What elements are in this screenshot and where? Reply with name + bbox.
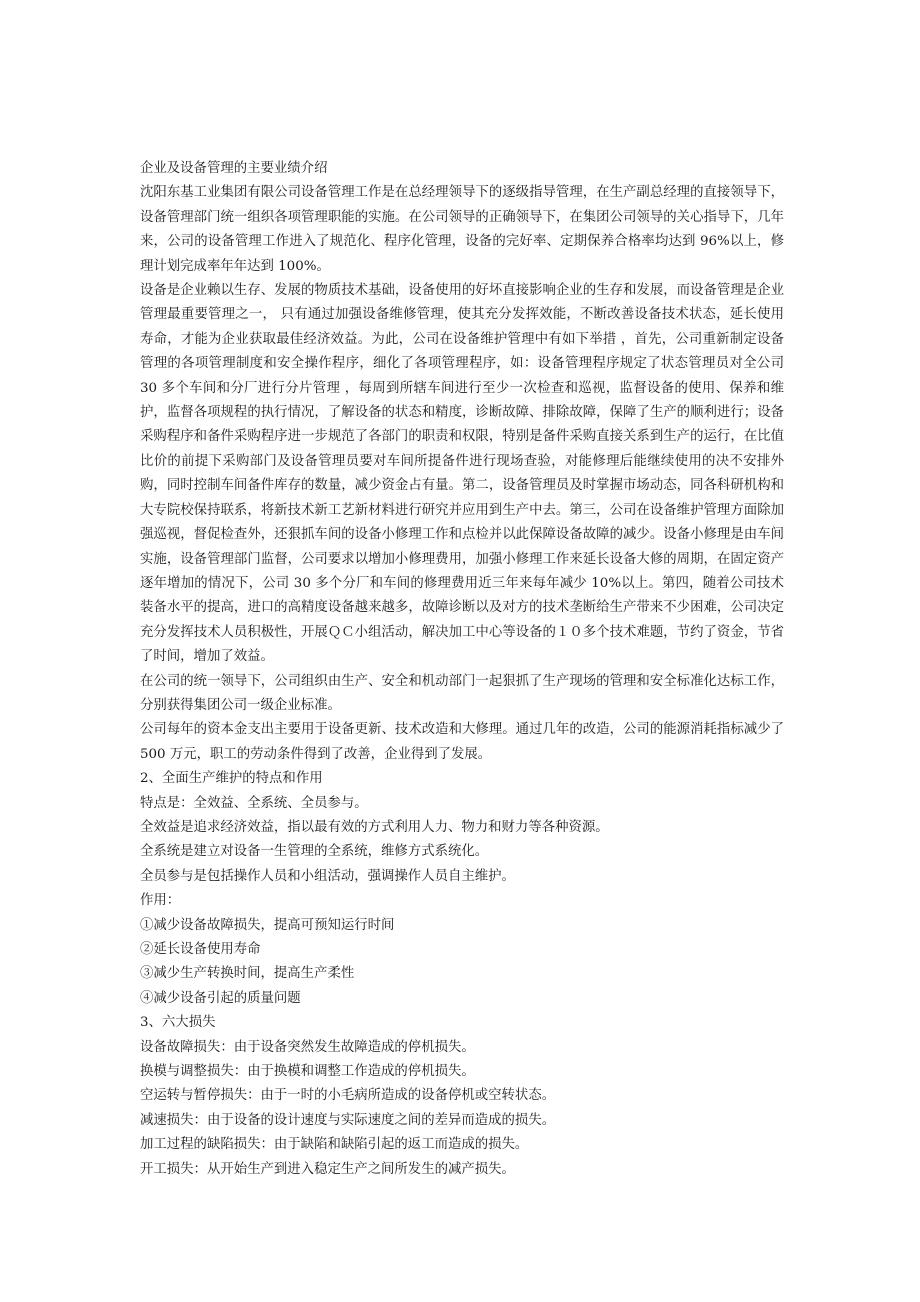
paragraph-intro: 沈阳东基工业集团有限公司设备管理工作是在总经理领导下的逐级指导管理，在生产副总经理的直接领导下，设备管理部门统一组织各项管理职能的实施。在公司领导的正确领导下，在集团公司领导的关心指导下，几年来，公司的设备管理工作进入了规范化、程序化管理，设备的完好率、定期保养合格率均达到 96%以上，修理计划完成率年年达到 100%。 <box>140 185 784 274</box>
loss-item: 开工损失：从开始生产到进入稳定生产之间所发生的减产损失。 <box>140 1161 515 1177</box>
paragraph-site-management: 在公司的统一领导下，公司组织由生产、安全和机动部门一起狠抓了生产现场的管理和安全标准化达标工作，分别获得集团公司一级企业标准。 <box>140 673 784 713</box>
tpm-feature-total-efficiency: 全效益是追求经济效益，指以最有效的方式利用人力、物力和财力等各种资源。 <box>140 819 609 835</box>
document-body <box>140 157 784 1182</box>
tpm-feature-total-participation: 全员参与是包括操作人员和小组活动，强调操作人员自主维护。 <box>140 868 515 884</box>
tpm-feature-total-system: 全系统是建立对设备一生管理的全系统，维修方式系统化。 <box>140 844 489 860</box>
tpm-role-item: ③减少生产转换时间，提高生产柔性 <box>140 966 355 982</box>
loss-item: 换模与调整损失：由于换模和调整工作造成的停机损失。 <box>140 1064 475 1080</box>
tpm-role-label: 作用： <box>140 893 181 909</box>
paragraph-capital: 公司每年的资本金支出主要用于设备更新、技术改造和大修理。通过几年的改造，公司的能源消耗指标减少了 500 万元，职工的劳动条件得到了改善，企业得到了发展。 <box>140 722 784 762</box>
section-heading-six-losses: 3、六大损失 <box>140 1015 216 1031</box>
tpm-features: 特点是：全效益、全系统、全员参与。 <box>140 795 368 811</box>
loss-item: 加工过程的缺陷损失：由于缺陷和缺陷引起的返工而造成的损失。 <box>140 1137 529 1153</box>
tpm-role-item: ④减少设备引起的质量问题 <box>140 990 301 1006</box>
loss-item: 空运转与暂停损失：由于一时的小毛病所造成的设备停机或空转状态。 <box>140 1088 556 1104</box>
section-heading-tpm: 2、全面生产维护的特点和作用 <box>140 771 323 787</box>
loss-item: 设备故障损失：由于设备突然发生故障造成的停机损失。 <box>140 1039 475 1055</box>
tpm-role-item: ①减少设备故障损失，提高可预知运行时间 <box>140 917 395 933</box>
document-title: 企业及设备管理的主要业绩介绍 <box>140 161 328 176</box>
paragraph-measures: 设备是企业赖以生存、发展的物质技术基础，设备使用的好坏直接影响企业的生存和发展，而设备管理是企业管理最重要管理之一， 只有通过加强设备维修管理，使其充分发挥效能，不断改善设备技术状态，延长使用寿命，才能为企业获取最佳经济效益。为此，公司在设备维护管理中有如下举措 ，首先，公司重新制定设备管理的各项管理制度和安全操作程序，细化了各项管理程序，如：设备管理程序规定了状态管理员对全公司 30 多个车间和分厂进行分片管理 ，每周到所辖车间进行至少一次检查和巡视，监督设备的使用、保养和维护，监督各项规程的执行情况，了解设备的状态和精度，诊断故障、排除故障，保障了生产的顺利进行；设备采购程序和备件采购程序进一步规范了各部门的职责和权限，特别是备件采购直接关系到生产的运行，在比值比价的前提下采购部门及设备管理员要对车间所提备件进行现场查验，对能修理后能继续使用的决不安排外购，同时控制车间备件库存的数量，减少资金占有量。第二，设备管理员及时掌握市场动态，同各科研机构和大专院校保持联系，将新技术新工艺新材料进行研究并应用到生产中去。第三，公司在设备维护管理方面除加强巡视，督促检查外，还狠抓车间的设备小修理工作和点检并以此保障设备故障的减少。设备小修理是由车间实施，设备管理部门监督，公司要求以增加小修理费用，加强小修理工作来延长设备大修的周期，在固定资产逐年增加的情况下，公司 30 多个分厂和车间的修理费用近三年来每年减少 10%以上。第四，随着公司技术装备水平的提高，进口的高精度设备越来越多，故障诊断以及对方的技术垄断给生产带来不少困难，公司决定充分发挥技术人员积极性，开展ＱＣ小组活动，解决加工中心等设备的１０多个技术难题，节约了资金，节省了时间，增加了效益。 <box>140 283 784 665</box>
loss-item: 减速损失：由于设备的设计速度与实际速度之间的差异而造成的损失。 <box>140 1112 556 1128</box>
tpm-role-item: ②延长设备使用寿命 <box>140 942 261 957</box>
